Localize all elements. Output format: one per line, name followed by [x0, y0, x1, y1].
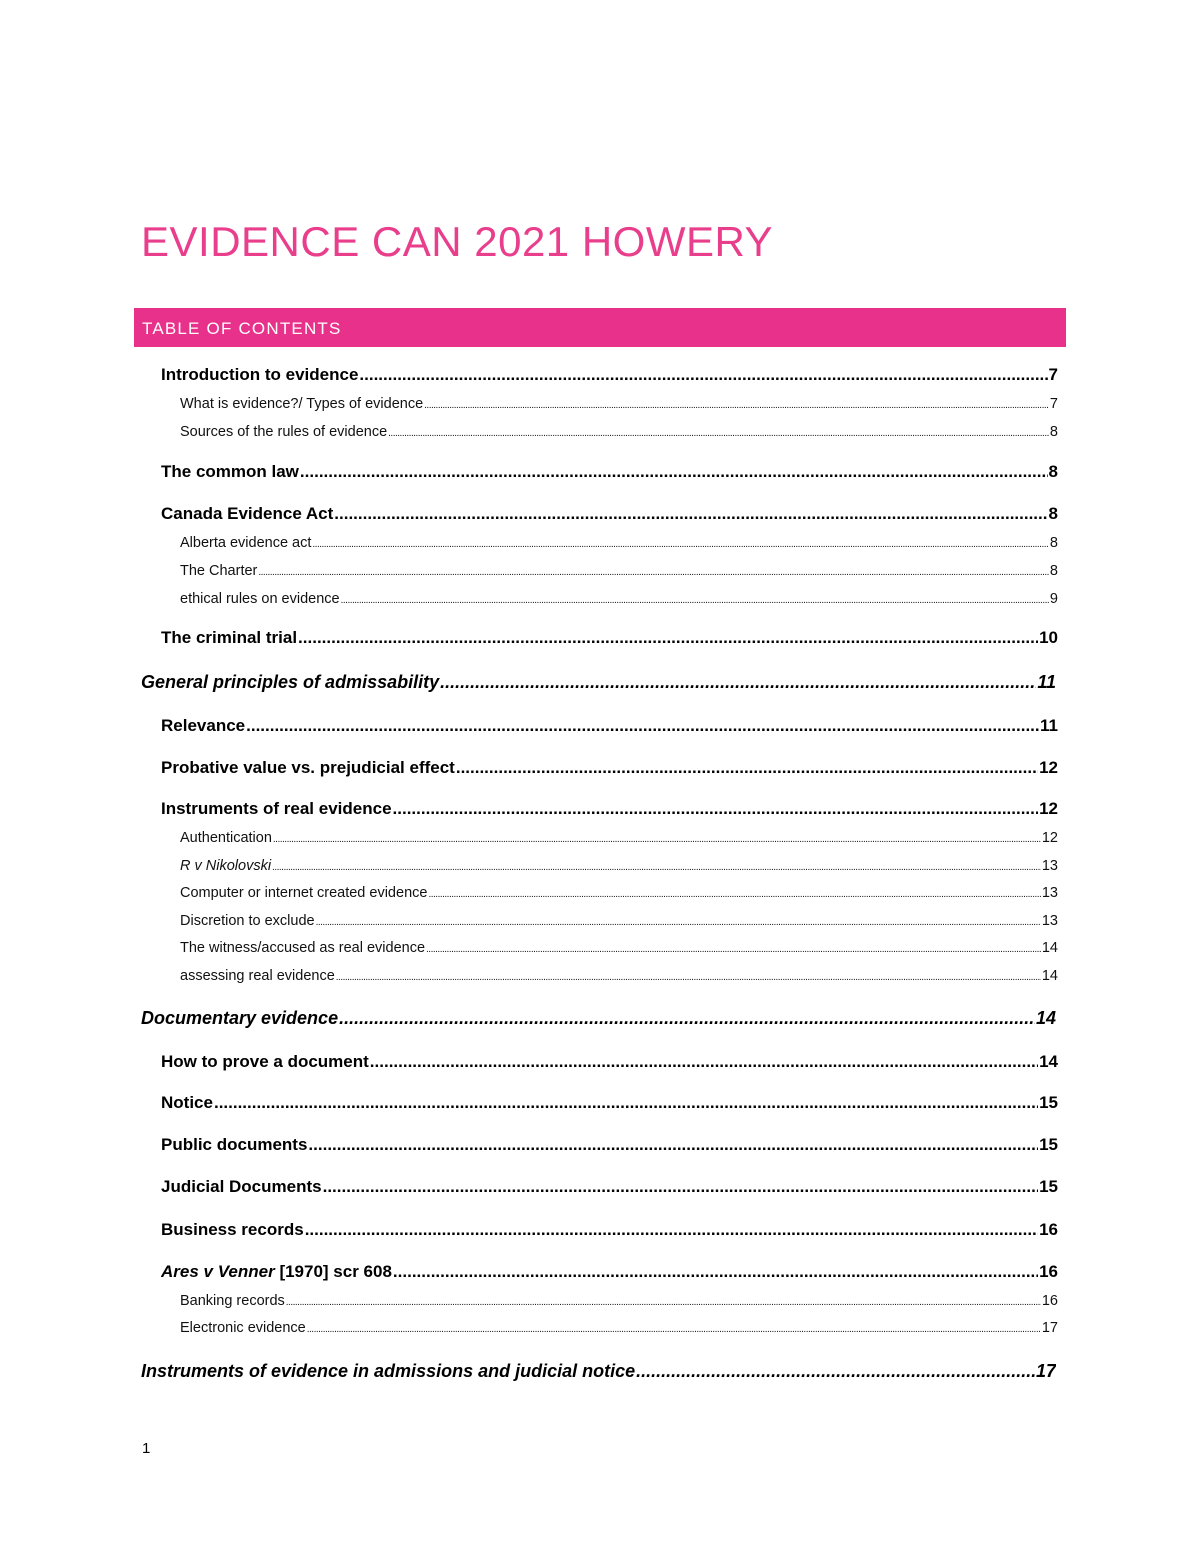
toc-dot-leader — [428, 889, 1040, 900]
toc-entry-page: 11 — [1037, 672, 1056, 692]
toc-entry-label: General principles of admissability — [141, 672, 440, 692]
toc-entry[interactable] — [161, 758, 1058, 778]
toc-entry-label: Authentication — [180, 830, 272, 846]
toc-entry[interactable] — [161, 1135, 1058, 1155]
toc-dot-leader — [298, 628, 1038, 648]
toc-dot-leader — [370, 1052, 1038, 1072]
toc-entry-label: Discretion to exclude — [180, 913, 315, 929]
toc-entry-label: Instruments of real evidence — [161, 799, 392, 818]
toc-section-entry[interactable] — [141, 672, 1056, 693]
toc-entry-page: 8 — [1049, 535, 1058, 551]
toc-entry-label: R v Nikolovski — [180, 858, 272, 874]
toc-entry-page: 13 — [1041, 885, 1058, 901]
toc-dot-leader — [307, 1324, 1041, 1335]
toc-entry[interactable] — [180, 396, 1058, 412]
toc-entry-page: 16 — [1039, 1220, 1058, 1239]
toc-entry-page: 15 — [1039, 1093, 1058, 1112]
toc-entry-page: 12 — [1039, 758, 1058, 777]
toc-entry-page: 8 — [1049, 424, 1058, 440]
toc-entry-page: 7 — [1049, 396, 1058, 412]
toc-dot-leader — [334, 504, 1047, 524]
toc-entry-label: Judicial Documents — [161, 1177, 322, 1196]
toc-entry-page: 17 — [1035, 1361, 1056, 1381]
toc-entry[interactable] — [180, 1320, 1058, 1336]
toc-entry-page: 12 — [1041, 830, 1058, 846]
toc-entry-page: 14 — [1039, 1052, 1058, 1071]
toc-entry-page: 16 — [1041, 1293, 1058, 1309]
toc-entry-label: The common law — [161, 462, 299, 481]
toc-entry-label: Introduction to evidence — [161, 365, 359, 384]
toc-entry-label: Business records — [161, 1220, 304, 1239]
toc-entry-page: 15 — [1039, 1177, 1058, 1196]
toc-entry-label: Canada Evidence Act — [161, 504, 334, 523]
toc-entry-page: 14 — [1041, 940, 1058, 956]
toc-entry-page: 13 — [1041, 858, 1058, 874]
toc-entry-label: Public documents — [161, 1135, 308, 1154]
toc-entry-page: 16 — [1039, 1262, 1058, 1281]
toc-entry[interactable] — [180, 940, 1058, 956]
toc-entry-page: 9 — [1049, 591, 1058, 607]
toc-entry[interactable] — [180, 858, 1058, 874]
toc-entry[interactable] — [180, 563, 1058, 579]
toc-dot-leader — [336, 972, 1041, 983]
toc-entry[interactable] — [161, 1262, 1058, 1282]
toc-entry-label — [161, 1262, 392, 1282]
toc-entry[interactable] — [180, 885, 1058, 901]
toc-dot-leader — [246, 716, 1039, 736]
toc-dot-leader — [393, 1262, 1038, 1282]
toc-entry-page: 8 — [1048, 462, 1058, 481]
toc-entry[interactable] — [180, 830, 1058, 846]
document-title: EVIDENCE CAN 2021 HOWERY — [141, 218, 774, 265]
toc-dot-leader — [440, 672, 1036, 693]
toc-dot-leader — [456, 758, 1038, 778]
toc-entry[interactable] — [180, 913, 1058, 929]
toc-entry-label: Computer or internet created evidence — [180, 885, 428, 901]
toc-entry-page: 17 — [1041, 1320, 1058, 1336]
toc-entry-label: Banking records — [180, 1293, 285, 1309]
toc-dot-leader — [359, 365, 1047, 385]
toc-entry-label: Notice — [161, 1093, 213, 1112]
toc-entry-label: Documentary evidence — [141, 1008, 339, 1028]
toc-dot-leader — [286, 1297, 1041, 1308]
toc-heading: TABLE OF CONTENTS — [142, 319, 342, 338]
toc-entry-page: 11 — [1040, 716, 1058, 735]
toc-dot-leader — [426, 944, 1041, 955]
toc-entry-label: Instruments of evidence in admissions and judicial notice — [141, 1361, 636, 1381]
toc-dot-leader — [323, 1177, 1038, 1197]
toc-entry[interactable] — [161, 799, 1058, 819]
toc-section-entry[interactable] — [141, 1008, 1056, 1029]
toc-entry[interactable] — [161, 1093, 1058, 1113]
toc-dot-leader — [300, 462, 1048, 482]
toc-dot-leader — [339, 1008, 1035, 1029]
toc-entry[interactable] — [161, 1052, 1058, 1072]
toc-entry-page: 14 — [1035, 1008, 1056, 1028]
toc-entry[interactable] — [161, 716, 1058, 736]
toc-entry-label: assessing real evidence — [180, 968, 335, 984]
toc-entry-page: 15 — [1039, 1135, 1058, 1154]
toc-entry-label: Alberta evidence act — [180, 535, 312, 551]
toc-entry-label: Probative value vs. prejudicial effect — [161, 758, 455, 777]
toc-entry-page: 14 — [1041, 968, 1058, 984]
toc-entry-label: The criminal trial — [161, 628, 298, 647]
toc-dot-leader — [388, 428, 1049, 439]
toc-dot-leader — [272, 862, 1041, 873]
toc-entry[interactable] — [180, 1293, 1058, 1309]
toc-entry-label: Sources of the rules of evidence — [180, 424, 388, 440]
toc-dot-leader — [305, 1220, 1038, 1240]
page-number: 1 — [142, 1440, 151, 1457]
toc-entry[interactable] — [180, 591, 1058, 607]
toc-dot-leader — [636, 1361, 1035, 1382]
toc-entry[interactable] — [161, 1220, 1058, 1240]
toc-dot-leader — [316, 917, 1041, 928]
toc-dot-leader — [273, 834, 1041, 845]
toc-dot-leader — [341, 595, 1049, 606]
toc-entry[interactable] — [180, 424, 1058, 440]
toc-entry[interactable] — [180, 968, 1058, 984]
toc-section-entry[interactable] — [141, 1361, 1056, 1382]
toc-dot-leader — [308, 1135, 1038, 1155]
toc-entry-page: 10 — [1039, 628, 1058, 647]
toc-dot-leader — [258, 567, 1049, 578]
toc-entry[interactable] — [161, 365, 1058, 385]
toc-entry-label: ethical rules on evidence — [180, 591, 340, 607]
toc-entry[interactable] — [161, 1177, 1058, 1197]
toc-dot-leader — [312, 539, 1049, 550]
toc-entry-page: 8 — [1048, 504, 1058, 523]
case-name: Ares v Venner — [161, 1262, 275, 1281]
toc-entry[interactable] — [161, 462, 1058, 482]
toc-dot-leader — [424, 400, 1049, 411]
toc-entry-label: How to prove a document — [161, 1052, 369, 1071]
toc-entry-label: What is evidence?/ Types of evidence — [180, 396, 424, 412]
toc-entry-page: 12 — [1039, 799, 1058, 818]
toc-entry[interactable] — [161, 628, 1058, 648]
toc-entry-label: Relevance — [161, 716, 246, 735]
toc-dot-leader — [393, 799, 1039, 819]
toc-entry[interactable] — [161, 504, 1058, 524]
toc-entry-page: 13 — [1041, 913, 1058, 929]
toc-entry-label: The witness/accused as real evidence — [180, 940, 426, 956]
toc-entry-page: 7 — [1048, 365, 1058, 384]
toc-entry-label: Electronic evidence — [180, 1320, 306, 1336]
case-citation: [1970] scr 608 — [274, 1262, 392, 1281]
toc-entry[interactable] — [180, 535, 1058, 551]
toc-entry-page: 8 — [1049, 563, 1058, 579]
toc-dot-leader — [214, 1093, 1038, 1113]
toc-entry-label: The Charter — [180, 563, 258, 579]
